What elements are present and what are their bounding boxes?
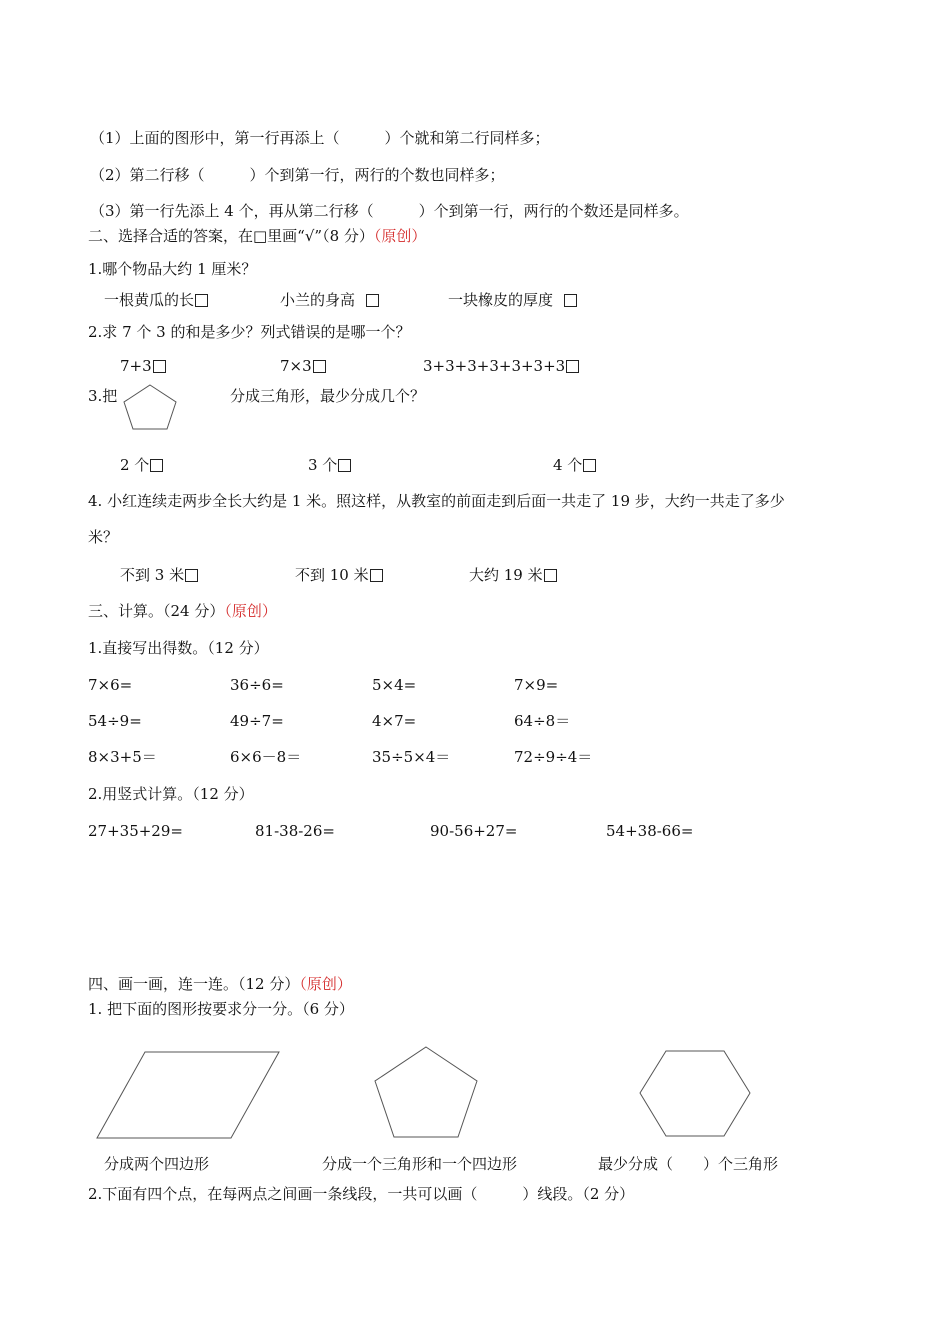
choice-question-3-suffix: 分成三角形，最少分成几个？ xyxy=(230,387,426,405)
question-1-3: （3）第一行先添上 4 个，再从第二行移（ ）个到第一行，两行的个数还是同样多。 xyxy=(90,202,689,220)
option-label: 不到 3 米 xyxy=(120,566,185,584)
choice-option[interactable] xyxy=(423,356,579,376)
option-label: 一块橡皮的厚度 xyxy=(448,291,554,309)
section-4-title: 四、画一画，连一连。（12 分） xyxy=(88,975,300,993)
choice-option[interactable] xyxy=(120,455,163,475)
calc-item: 7×6= xyxy=(88,676,133,694)
question-1-2: （2）第二行移（ ）个到第一行，两行的个数也同样多； xyxy=(90,166,505,184)
vertical-calc-item: 90-56+27= xyxy=(430,822,518,840)
question-1-1: （1）上面的图形中，第一行再添上（ ）个就和第二行同样多； xyxy=(90,129,550,147)
checkbox-square[interactable] xyxy=(338,459,351,472)
section-2-heading xyxy=(88,226,426,246)
choice-option[interactable] xyxy=(280,290,379,310)
section-2-title: 二、选择合适的答案，在□里画“√”（8 分） xyxy=(88,227,374,245)
choice-option[interactable] xyxy=(553,455,596,475)
option-label: 3 个 xyxy=(308,456,338,474)
calc-sub2-title: 2.用竖式计算。（12 分） xyxy=(88,785,254,803)
shape-caption: 分成两个四边形 xyxy=(104,1155,210,1173)
calc-item: 5×4= xyxy=(372,676,417,694)
choice-question-3-prefix: 3.把 xyxy=(88,387,118,405)
choice-option[interactable] xyxy=(280,356,326,376)
choice-option[interactable] xyxy=(295,565,383,585)
original-tag: （原创） xyxy=(224,602,277,620)
checkbox-square[interactable] xyxy=(544,569,557,582)
section-4-heading xyxy=(88,974,352,994)
option-label: 7×3 xyxy=(280,357,312,375)
option-label: 4 个 xyxy=(553,456,583,474)
calc-item: 7×9= xyxy=(514,676,559,694)
section-3-heading xyxy=(88,601,277,621)
calc-item: 64÷8＝ xyxy=(514,712,571,730)
parallelogram-icon xyxy=(95,1050,281,1140)
vertical-calc-item: 27+35+29= xyxy=(88,822,183,840)
choice-question-2: 2.求 7 个 3 的和是多少？列式错误的是哪一个？ xyxy=(88,323,411,341)
calc-item: 49÷7= xyxy=(230,712,284,730)
choice-option[interactable] xyxy=(104,290,208,310)
pentagon-icon xyxy=(372,1045,480,1140)
choice-option[interactable] xyxy=(469,565,557,585)
shape-caption: 最少分成（ ）个三角形 xyxy=(598,1155,779,1173)
option-label: 7+3 xyxy=(120,357,152,375)
checkbox-square[interactable] xyxy=(185,569,198,582)
vertical-calc-item: 54+38-66= xyxy=(606,822,694,840)
option-label: 大约 19 米 xyxy=(469,566,543,584)
original-tag: （原创） xyxy=(373,227,427,245)
choice-option[interactable] xyxy=(308,455,351,475)
option-label: 一根黄瓜的长 xyxy=(104,291,195,309)
shape-caption: 分成一个三角形和一个四边形 xyxy=(322,1155,518,1173)
calc-item: 36÷6= xyxy=(230,676,284,694)
section-3-title: 三、计算。（24 分） xyxy=(88,602,225,620)
checkbox-square[interactable] xyxy=(150,459,163,472)
hexagon-icon xyxy=(638,1049,752,1138)
choice-question-4-line2: 米？ xyxy=(88,528,119,546)
checkbox-square[interactable] xyxy=(370,569,383,582)
checkbox-square[interactable] xyxy=(313,360,326,373)
checkbox-square[interactable] xyxy=(566,360,579,373)
checkbox-square[interactable] xyxy=(153,360,166,373)
choice-option[interactable] xyxy=(120,356,166,376)
choice-question-1: 1.哪个物品大约 1 厘米？ xyxy=(88,260,257,278)
choice-question-4-line1: 4. 小红连续走两步全长大约是 1 米。照这样，从教室的前面走到后面一共走了 19 步，大约一共走了多少 xyxy=(88,492,785,510)
checkbox-square[interactable] xyxy=(195,294,208,307)
calc-item: 35÷5×4＝ xyxy=(372,748,451,766)
calc-item: 8×3+5＝ xyxy=(88,748,157,766)
pentagon-icon xyxy=(120,382,180,432)
calc-sub1-title: 1.直接写出得数。（12 分） xyxy=(88,639,269,657)
original-tag: （原创） xyxy=(299,975,352,993)
calc-item: 6×6－8＝ xyxy=(230,748,302,766)
option-label: 2 个 xyxy=(120,456,150,474)
checkbox-square[interactable] xyxy=(366,294,379,307)
option-label: 不到 10 米 xyxy=(295,566,369,584)
checkbox-square[interactable] xyxy=(583,459,596,472)
calc-item: 4×7= xyxy=(372,712,417,730)
option-label: 3+3+3+3+3+3+3 xyxy=(423,357,566,375)
choice-option[interactable] xyxy=(448,290,577,310)
draw-question-2: 2.下面有四个点，在每两点之间画一条线段，一共可以画（ ）线段。（2 分） xyxy=(88,1185,635,1203)
choice-option[interactable] xyxy=(120,565,198,585)
calc-item: 72÷9÷4＝ xyxy=(514,748,593,766)
draw-question-1: 1. 把下面的图形按要求分一分。（6 分） xyxy=(88,1000,354,1018)
vertical-calc-item: 81-38-26= xyxy=(255,822,335,840)
checkbox-square[interactable] xyxy=(564,294,577,307)
option-label: 小兰的身高 xyxy=(280,291,356,309)
calc-item: 54÷9= xyxy=(88,712,142,730)
